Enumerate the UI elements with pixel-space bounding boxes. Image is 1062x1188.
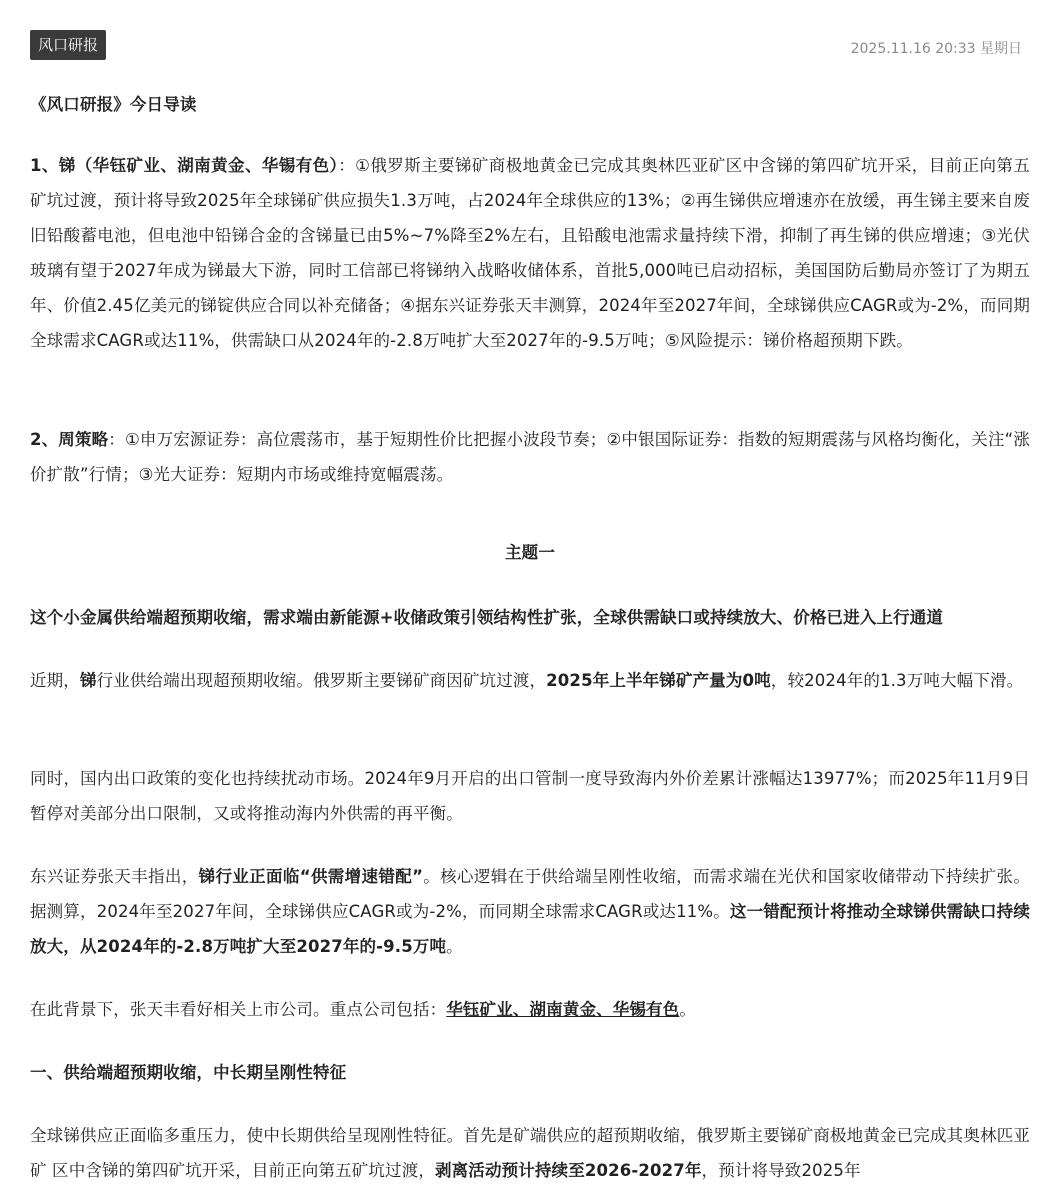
column-tag[interactable]: 风口研报 (30, 30, 106, 60)
text-span: 东兴证券张天丰指出， (30, 867, 199, 886)
text-span: 近期， (30, 671, 80, 690)
paragraph-supply-pressure (30, 1118, 1030, 1188)
text-span: 全球锑供应正面临多重压力，使中长期供给呈现刚性特征。首先是矿端供应的超预期收缩，俄罗斯主要锑矿商极地黄金已完成其奥林匹亚矿 区中含锑的第四矿坑开采，目前正向第五矿坑过渡， (30, 1126, 1030, 1180)
article-header (30, 30, 1030, 62)
paragraph-export-policy: 同时，国内出口政策的变化也持续扰动市场。2024年9月开启的出口管制一度导致海内外价差累计涨幅达13977%；而2025年11月9日暂停对美部分出口限制，又或将推动海内外供需的再平衡。 (30, 769, 1030, 823)
text-span: ，较2024年的1.3万吨大幅下滑。 (770, 671, 1024, 690)
company-links[interactable]: 华钰矿业、湖南黄金、华锡有色 (446, 1000, 680, 1019)
text-span: 。 (446, 937, 463, 956)
bold-span: 这一错配预计将推动全球锑供需缺口持续放大，从2024年的-2.8万吨扩大至2027年的-9.5万吨 (30, 902, 1030, 956)
theme-title: 主题一 (505, 543, 555, 562)
bold-span: 剥离活动预计持续至2026-2027年 (435, 1161, 702, 1180)
guide-item-2-label: 2、周策略 (30, 430, 109, 449)
guide-item-2 (30, 422, 1030, 492)
publish-date: 2025.11.16 20:33 星期日 (850, 41, 1022, 57)
guide-item-1-label: 1、锑（华钰矿业、湖南黄金、华锡有色） (30, 156, 339, 175)
bold-span: 2025年上半年锑矿产量为0吨 (546, 671, 771, 690)
guide-title: 《风口研报》今日导读 (30, 95, 197, 114)
article-page (30, 30, 1030, 1180)
text-span: 。 (679, 1000, 697, 1019)
text-span: 。核心逻辑在于供给端呈刚性收缩，而需求端在光伏和国家收储带动下持续扩张。据测算，2024年至2027年间，全球锑供应CAGR或为-2%，而同期全球需求CAGR或达11%。 (30, 867, 1030, 921)
theme-subtitle: 这个小金属供给端超预期收缩，需求端由新能源+收储政策引领结构性扩张，全球供需缺口或持续放大、价格已进入上行通道 (30, 608, 944, 627)
paragraph-analyst (30, 859, 1030, 964)
paragraph-companies (30, 992, 1030, 1027)
guide-item-2-text: ：①申万宏源证券：高位震荡市，基于短期性价比把握小波段节奏；②中银国际证券：指数的短期震荡与风格均衡化，关注“涨价扩散”行情；③光大证券：短期内市场或维持宽幅震荡。 (30, 430, 1030, 484)
bold-span: 锑行业正面临“供需增速错配” (198, 867, 424, 886)
text-span: 行业供给端出现超预期收缩。俄罗斯主要锑矿商因矿坑过渡， (96, 671, 547, 690)
guide-item-1 (30, 148, 1030, 358)
bold-span: 锑 (79, 671, 97, 690)
text-span: 在此背景下，张天丰看好相关上市公司。重点公司包括： (30, 1000, 447, 1019)
paragraph-supply (30, 663, 1030, 698)
text-span: ，预计将导致2025年 (701, 1161, 861, 1180)
guide-item-1-text: ：①俄罗斯主要锑矿商极地黄金已完成其奥林匹亚矿区中含锑的第四矿坑开采，目前正向第五矿坑过渡，预计将导致2025年全球锑矿供应损失1.3万吨，占2024年全球供应的13%；②再生锑供应增速亦在放缓，再生锑主要来自废旧铅酸蓄电池，但电池中铅锑合金的含锑量已由5%~7%降至2%左右，且铅酸电池需求量持续下滑，抑制了再生锑的供应增速；③光伏玻璃有望于2027年成为锑最大下游，同时工信部已将锑纳入战略收储体系，首批5,000吨已启动招标，美国国防后勤局亦签订了为期五年、价值2.45亿美元的锑锭供应合同以补充储备；④据东兴证券张天丰测算，2024年至2027年间，全球锑供应CAGR或为-2%，而同期全球需求CAGR或达11%，供需缺口从2024年的-2.8万吨扩大至2027年的-9.5万吨；⑤风险提示：锑价格超预期下跌。 (30, 156, 1030, 350)
section-heading-1: 一、供给端超预期收缩，中长期呈刚性特征 (30, 1063, 347, 1082)
